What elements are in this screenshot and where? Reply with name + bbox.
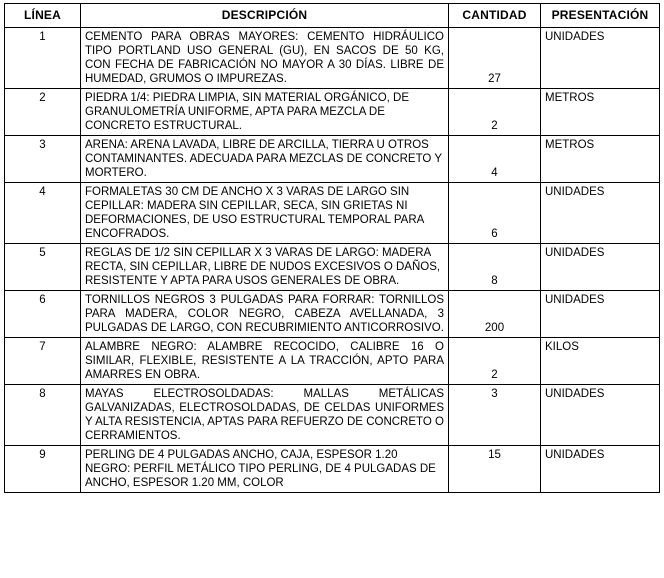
cell-descripcion: TORNILLOS NEGROS 3 PULGADAS PARA FORRAR: TORNILLOS PARA MADERA, COLOR NEGRO, CABEZA AVELLANADA, 3 PULGADAS DE LARGO, CON RECUBRIMIENTO ANTICORROSIVO. (81, 290, 449, 337)
cell-descripcion: MAYAS ELECTROSOLDADAS: MALLAS METÁLICAS GALVANIZADAS, ELECTROSOLDADAS, DE CELDAS UNIFORMES Y ALTA RESISTENCIA, APTAS PARA REFUERZO DE CONCRETO O CERRAMIENTOS. (81, 384, 449, 445)
table-row (5, 135, 660, 182)
materials-table (4, 3, 660, 493)
cell-linea: 4 (5, 182, 81, 243)
column-header-linea: LÍNEA (5, 4, 81, 28)
column-header-cantidad: CANTIDAD (449, 4, 541, 28)
cell-cantidad: 27 (449, 27, 541, 88)
column-header-descripcion: DESCRIPCIÓN (81, 4, 449, 28)
cell-linea: 9 (5, 446, 81, 493)
cell-presentacion: METROS (541, 135, 660, 182)
cell-linea: 6 (5, 290, 81, 337)
cell-cantidad: 200 (449, 290, 541, 337)
cell-presentacion: KILOS (541, 337, 660, 384)
cell-linea: 3 (5, 135, 81, 182)
cell-descripcion: FORMALETAS 30 CM DE ANCHO X 3 VARAS DE LARGO SIN CEPILLAR: MADERA SIN CEPILLAR, SECA, SIN GRIETAS NI DEFORMACIONES, DE USO ESTRUCTURAL TEMPORAL PARA ENCOFRADOS. (81, 182, 449, 243)
cell-presentacion: UNIDADES (541, 182, 660, 243)
table-header (5, 4, 660, 28)
cell-descripcion: CEMENTO PARA OBRAS MAYORES: CEMENTO HIDRÁULICO TIPO PORTLAND USO GENERAL (GU), EN SACOS DE 50 KG, CON FECHA DE FABRICACIÓN NO MAYOR A 30 DÍAS. LIBRE DE HUMEDAD, GRUMOS O IMPUREZAS. (81, 27, 449, 88)
column-header-presentacion: PRESENTACIÓN (541, 4, 660, 28)
cell-presentacion: UNIDADES (541, 290, 660, 337)
table-row (5, 446, 660, 493)
table-row (5, 27, 660, 88)
cell-cantidad: 2 (449, 337, 541, 384)
cell-presentacion: UNIDADES (541, 27, 660, 88)
table-body (5, 27, 660, 492)
cell-linea: 2 (5, 88, 81, 135)
cell-presentacion: UNIDADES (541, 384, 660, 445)
cell-linea: 5 (5, 243, 81, 290)
table-row (5, 243, 660, 290)
cell-cantidad: 2 (449, 88, 541, 135)
table-row (5, 182, 660, 243)
cell-linea: 1 (5, 27, 81, 88)
cell-cantidad: 8 (449, 243, 541, 290)
cell-descripcion: PERLING DE 4 PULGADAS ANCHO, CAJA, ESPESOR 1.20 NEGRO: PERFIL METÁLICO TIPO PERLING, DE 4 PULGADAS DE ANCHO, ESPESOR 1.20 MM, COLOR (81, 446, 449, 493)
cell-descripcion: ALAMBRE NEGRO: ALAMBRE RECOCIDO, CALIBRE 16 O SIMILAR, FLEXIBLE, RESISTENTE A LA TRACCIÓN, APTO PARA AMARRES EN OBRA. (81, 337, 449, 384)
table-row (5, 384, 660, 445)
cell-linea: 7 (5, 337, 81, 384)
cell-presentacion: METROS (541, 88, 660, 135)
cell-presentacion: UNIDADES (541, 243, 660, 290)
cell-descripcion: REGLAS DE 1/2 SIN CEPILLAR X 3 VARAS DE LARGO: MADERA RECTA, SIN CEPILLAR, LIBRE DE NUDOS EXCESIVOS O DAÑOS, RESISTENTE Y APTA PARA USOS GENERALES DE OBRA. (81, 243, 449, 290)
table-row (5, 290, 660, 337)
cell-descripcion: PIEDRA 1/4: PIEDRA LIMPIA, SIN MATERIAL ORGÁNICO, DE GRANULOMETRÍA UNIFORME, APTA PARA MEZCLA DE CONCRETO ESTRUCTURAL. (81, 88, 449, 135)
table-row (5, 88, 660, 135)
cell-cantidad: 15 (449, 446, 541, 493)
cell-linea: 8 (5, 384, 81, 445)
cell-descripcion: ARENA: ARENA LAVADA, LIBRE DE ARCILLA, TIERRA U OTROS CONTAMINANTES. ADECUADA PARA MEZCLAS DE CONCRETO Y MORTERO. (81, 135, 449, 182)
table-header-row (5, 4, 660, 28)
cell-cantidad: 6 (449, 182, 541, 243)
cell-cantidad: 4 (449, 135, 541, 182)
cell-cantidad: 3 (449, 384, 541, 445)
cell-presentacion: UNIDADES (541, 446, 660, 493)
table-row (5, 337, 660, 384)
